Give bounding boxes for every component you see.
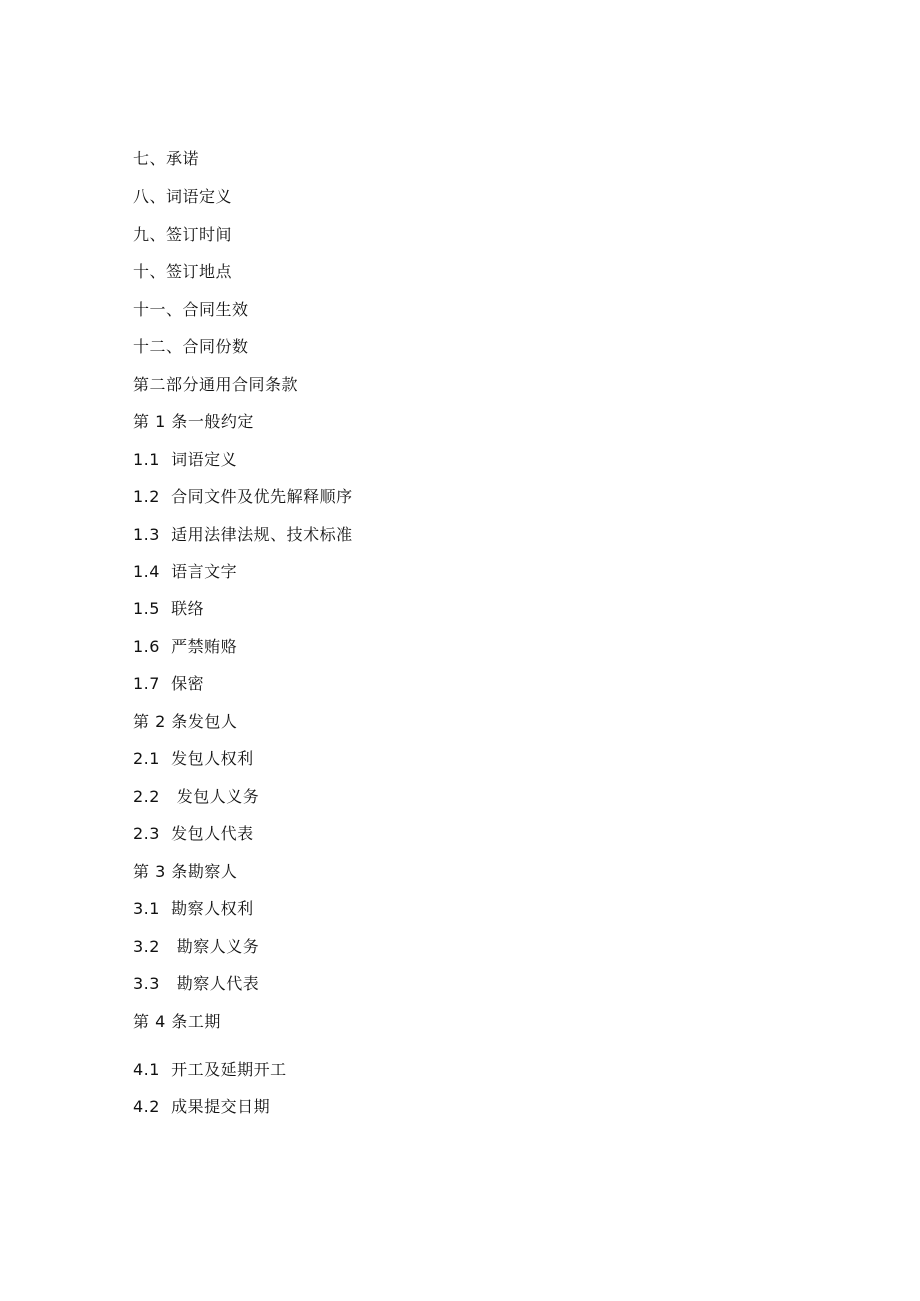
toc-line-contract-copies: 十二、合同份数 <box>133 337 249 356</box>
toc-article-3: 第 3 条勘察人 <box>133 862 238 881</box>
toc-line-signing-place: 十、签订地点 <box>133 262 233 281</box>
toc-item-1-1: 1.1 词语定义 <box>133 450 238 469</box>
toc-item-1-6: 1.6 严禁贿赂 <box>133 637 238 656</box>
toc-item-1-3: 1.3 适用法律法规、技术标准 <box>133 525 353 544</box>
toc-item-3-1: 3.1 勘察人权利 <box>133 899 254 918</box>
toc-section-heading: 第二部分通用合同条款 <box>133 375 299 394</box>
toc-line-definitions: 八、词语定义 <box>133 187 233 206</box>
toc-line-promise: 七、承诺 <box>133 149 200 168</box>
toc-item-1-5: 1.5 联络 <box>133 599 205 618</box>
toc-item-4-1: 4.1 开工及延期开工 <box>133 1060 287 1079</box>
toc-item-2-3: 2.3 发包人代表 <box>133 824 254 843</box>
toc-item-3-2: 3.2 勘察人义务 <box>133 937 260 956</box>
toc-item-1-4: 1.4 语言文字 <box>133 562 238 581</box>
toc-item-1-2: 1.2 合同文件及优先解释顺序 <box>133 487 353 506</box>
toc-article-4: 第 4 条工期 <box>133 1012 221 1031</box>
toc-item-2-2: 2.2 发包人义务 <box>133 787 260 806</box>
toc-line-contract-effect: 十一、合同生效 <box>133 300 249 319</box>
toc-item-3-3: 3.3 勘察人代表 <box>133 974 260 993</box>
toc-item-4-2: 4.2 成果提交日期 <box>133 1097 271 1116</box>
toc-article-2: 第 2 条发包人 <box>133 712 238 731</box>
toc-line-signing-time: 九、签订时间 <box>133 225 233 244</box>
toc-item-1-7: 1.7 保密 <box>133 674 205 693</box>
toc-item-2-1: 2.1 发包人权利 <box>133 749 254 768</box>
toc-article-1: 第 1 条一般约定 <box>133 412 254 431</box>
